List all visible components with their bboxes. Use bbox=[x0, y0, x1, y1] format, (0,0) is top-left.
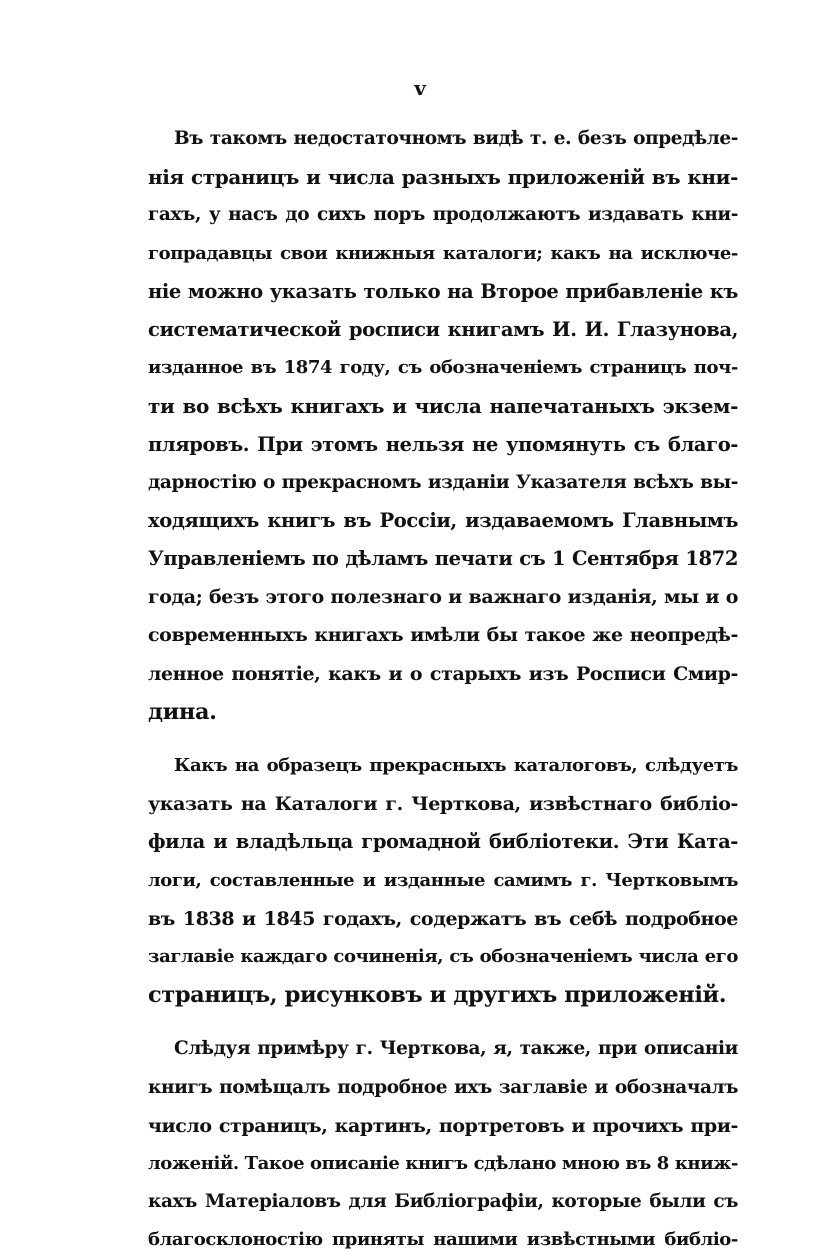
text-line: фила и владѣльца громадной библіотеки. Эти Ката- bbox=[148, 830, 738, 854]
text-line: логи, составленные и изданные самимъ г. Чертковымъ bbox=[148, 869, 738, 891]
text-line: Управленіемъ по дѣламъ печати съ 1 Сентября 1872 bbox=[148, 547, 738, 571]
text-line: кахъ Матеріаловъ для Библіографіи, которые были съ bbox=[148, 1191, 738, 1213]
page-number: v bbox=[414, 76, 426, 100]
text-line: страницъ, рисунковъ и другихъ приложеній. bbox=[148, 982, 727, 1009]
text-line: нія страницъ и числа разныхъ приложеній въ кни- bbox=[148, 165, 738, 190]
text-line: ленное понятіе, какъ и о старыхъ изъ Росписи Смир- bbox=[148, 662, 738, 685]
text-line: благосклоностію приняты нашими извѣстными библіо- bbox=[148, 1229, 738, 1251]
text-line: изданное въ 1874 году, съ обозначеніемъ страницъ поч- bbox=[148, 357, 738, 379]
text-line: книгъ помѣщалъ подробное ихъ заглавіе и обозначалъ bbox=[148, 1076, 738, 1098]
text-line: современныхъ книгахъ имѣли бы такое же неопредѣ- bbox=[148, 624, 738, 647]
text-line: года; безъ этого полезнаго и важнаго изданія, мы и о bbox=[148, 586, 738, 609]
paragraph bbox=[148, 747, 738, 1014]
text-line: въ 1838 и 1845 годахъ, содержатъ въ себѣ подробное bbox=[148, 907, 738, 930]
text-line: ложеній. Такое описаніе книгъ сдѣлано мною въ 8 книж- bbox=[148, 1152, 738, 1174]
paragraph bbox=[148, 120, 738, 731]
text-line: пляровъ. При этомъ нельзя не упомянуть съ благо- bbox=[148, 432, 738, 456]
text-line: Какъ на образецъ прекрасныхъ каталоговъ, слѣдуетъ bbox=[174, 755, 738, 776]
text-line: гопрадавцы свои книжныя каталоги; какъ на исключе- bbox=[148, 242, 738, 264]
text-line: систематической росписи книгамъ И. И. Глазунова, bbox=[148, 317, 738, 341]
text-line: число страницъ, картинъ, портретовъ и прочихъ при- bbox=[148, 1114, 738, 1137]
text-line: гахъ, у насъ до сихъ поръ продолжаютъ издавать кни- bbox=[148, 204, 738, 226]
text-line: дина. bbox=[148, 698, 217, 725]
text-line: ніе можно указать только на Второе прибавленіе къ bbox=[148, 279, 738, 303]
text-line: дарностію о прекрасномъ изданіи Указателя всѣхъ вы- bbox=[148, 471, 738, 493]
text-line: Слѣдуя примѣру г. Черткова, я, также, при описаніи bbox=[174, 1038, 738, 1060]
text-line: Въ такомъ недостаточномъ видѣ т. е. безъ опредѣле- bbox=[174, 128, 738, 149]
text-line: указать на Каталоги г. Черткова, извѣстнаго библіо- bbox=[148, 793, 738, 816]
body-text bbox=[148, 120, 738, 1259]
text-line: ходящихъ книгъ въ Россіи, издаваемомъ Главнымъ bbox=[148, 508, 738, 532]
text-line: заглавіе каждаго сочиненія, съ обозначеніемъ числа его bbox=[148, 945, 738, 967]
paragraph bbox=[148, 1030, 738, 1259]
text-line: ти во всѣхъ книгахъ и числа напечатаныхъ экзем- bbox=[148, 394, 738, 419]
